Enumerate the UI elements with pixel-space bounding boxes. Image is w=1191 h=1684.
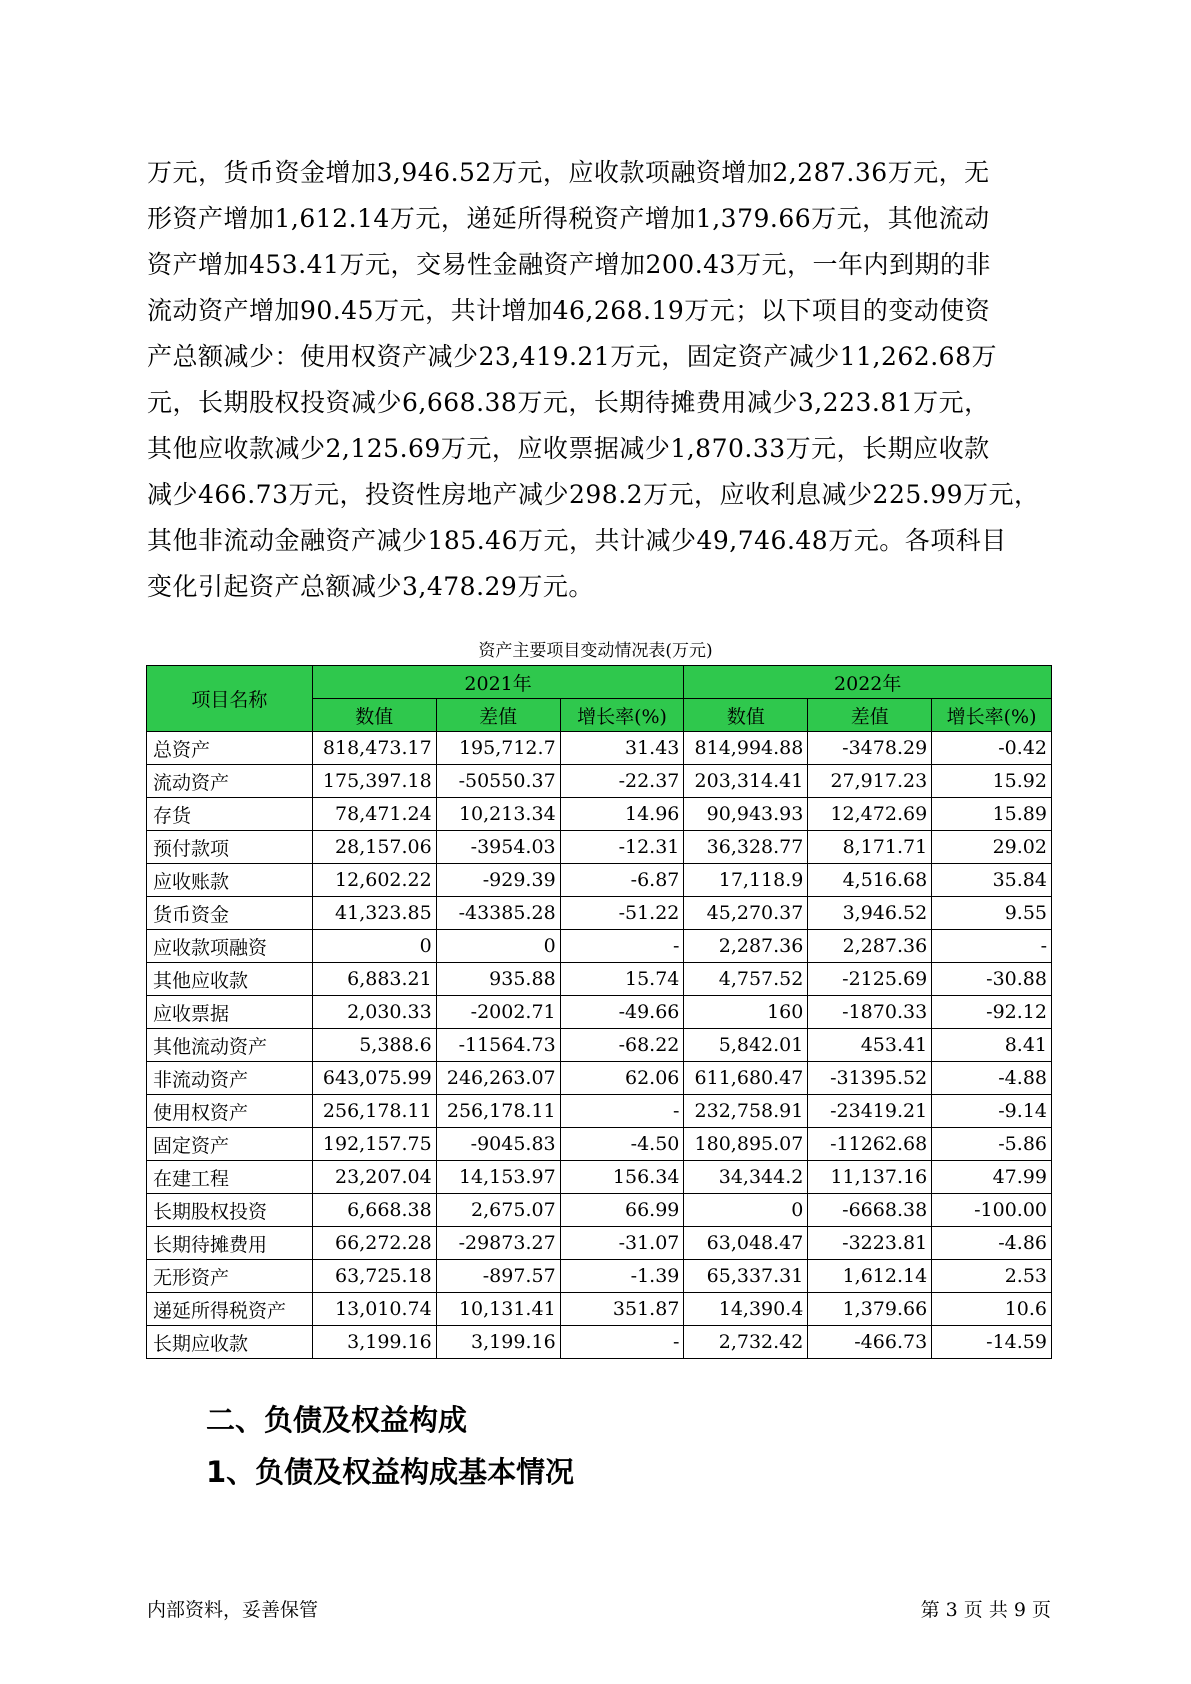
- row-cell-d1: 10,131.41: [436, 1293, 560, 1326]
- row-cell-r1: -22.37: [560, 765, 684, 798]
- row-cell-d2: 2,287.36: [808, 930, 932, 963]
- row-cell-v1: 818,473.17: [312, 732, 436, 765]
- row-cell-v1: 78,471.24: [312, 798, 436, 831]
- row-item-name: 应收票据: [147, 996, 313, 1029]
- row-cell-d2: 453.41: [808, 1029, 932, 1062]
- row-cell-r2: -: [932, 930, 1052, 963]
- row-item-name: 非流动资产: [147, 1062, 313, 1095]
- row-cell-r2: 10.6: [932, 1293, 1052, 1326]
- row-cell-d1: -897.57: [436, 1260, 560, 1293]
- row-item-name: 固定资产: [147, 1128, 313, 1161]
- row-cell-r1: 62.06: [560, 1062, 684, 1095]
- row-cell-d2: -2125.69: [808, 963, 932, 996]
- row-cell-v1: 2,030.33: [312, 996, 436, 1029]
- row-cell-v2: 63,048.47: [684, 1227, 808, 1260]
- table-row: [147, 864, 1052, 897]
- table-row: [147, 963, 1052, 996]
- row-cell-v1: 3,199.16: [312, 1326, 436, 1359]
- table-row: [147, 1128, 1052, 1161]
- row-cell-d2: -11262.68: [808, 1128, 932, 1161]
- row-cell-d1: 10,213.34: [436, 798, 560, 831]
- row-item-name: 在建工程: [147, 1161, 313, 1194]
- row-cell-r2: -5.86: [932, 1128, 1052, 1161]
- row-cell-v1: 12,602.22: [312, 864, 436, 897]
- header-item-name: 项目名称: [147, 666, 313, 732]
- row-cell-v2: 34,344.2: [684, 1161, 808, 1194]
- row-cell-r1: -51.22: [560, 897, 684, 930]
- row-cell-d2: 27,917.23: [808, 765, 932, 798]
- header-value: 数值: [684, 699, 808, 732]
- row-cell-d1: 935.88: [436, 963, 560, 996]
- table-row: [147, 1293, 1052, 1326]
- header-diff: 差值: [436, 699, 560, 732]
- header-rate: 增长率(%): [560, 699, 684, 732]
- row-cell-v2: 45,270.37: [684, 897, 808, 930]
- page-number: 第 3 页 共 9 页: [920, 1599, 1051, 1621]
- row-cell-d1: 195,712.7: [436, 732, 560, 765]
- row-cell-d2: -3478.29: [808, 732, 932, 765]
- table-row: [147, 1062, 1052, 1095]
- paragraph-line: 流动资产增加90.45万元，共计增加46,268.19万元；以下项目的变动使资: [147, 296, 991, 325]
- paragraph-line: 万元，货币资金增加3,946.52万元，应收款项融资增加2,287.36万元，无: [147, 158, 990, 187]
- row-item-name: 使用权资产: [147, 1095, 313, 1128]
- table-row: [147, 1326, 1052, 1359]
- row-item-name: 货币资金: [147, 897, 313, 930]
- row-cell-d2: -3223.81: [808, 1227, 932, 1260]
- table-row: [147, 897, 1052, 930]
- row-cell-r1: -6.87: [560, 864, 684, 897]
- row-cell-v2: 611,680.47: [684, 1062, 808, 1095]
- row-cell-d1: -43385.28: [436, 897, 560, 930]
- row-cell-v1: 41,323.85: [312, 897, 436, 930]
- row-cell-d1: -9045.83: [436, 1128, 560, 1161]
- row-cell-d1: -3954.03: [436, 831, 560, 864]
- row-cell-d2: -466.73: [808, 1326, 932, 1359]
- row-cell-d1: -29873.27: [436, 1227, 560, 1260]
- row-cell-v2: 65,337.31: [684, 1260, 808, 1293]
- table-row: [147, 1095, 1052, 1128]
- row-cell-d1: 256,178.11: [436, 1095, 560, 1128]
- table-row: [147, 798, 1052, 831]
- body-paragraph: [147, 150, 1047, 610]
- row-cell-v1: 256,178.11: [312, 1095, 436, 1128]
- table-body: [147, 732, 1052, 1359]
- row-cell-r2: -4.88: [932, 1062, 1052, 1095]
- row-cell-r1: 156.34: [560, 1161, 684, 1194]
- header-rate: 增长率(%): [932, 699, 1052, 732]
- row-cell-d2: -6668.38: [808, 1194, 932, 1227]
- row-cell-r2: -14.59: [932, 1326, 1052, 1359]
- row-cell-r1: 14.96: [560, 798, 684, 831]
- row-cell-d2: -1870.33: [808, 996, 932, 1029]
- row-cell-r1: -12.31: [560, 831, 684, 864]
- asset-change-table: [146, 665, 1052, 1359]
- row-cell-v1: 175,397.18: [312, 765, 436, 798]
- row-cell-r2: -100.00: [932, 1194, 1052, 1227]
- row-cell-r2: -4.86: [932, 1227, 1052, 1260]
- header-value: 数值: [312, 699, 436, 732]
- table-row: [147, 1194, 1052, 1227]
- row-cell-r2: 15.89: [932, 798, 1052, 831]
- row-cell-r2: -9.14: [932, 1095, 1052, 1128]
- row-item-name: 无形资产: [147, 1260, 313, 1293]
- row-cell-r2: 35.84: [932, 864, 1052, 897]
- row-cell-d2: 12,472.69: [808, 798, 932, 831]
- row-cell-v1: 13,010.74: [312, 1293, 436, 1326]
- row-cell-v2: 5,842.01: [684, 1029, 808, 1062]
- row-cell-d1: 14,153.97: [436, 1161, 560, 1194]
- row-cell-r2: 29.02: [932, 831, 1052, 864]
- paragraph-line: 元，长期股权投资减少6,668.38万元，长期待摊费用减少3,223.81万元，: [147, 388, 990, 417]
- row-cell-d2: 11,137.16: [808, 1161, 932, 1194]
- row-cell-v2: 160: [684, 996, 808, 1029]
- row-cell-v2: 90,943.93: [684, 798, 808, 831]
- table-row: [147, 1260, 1052, 1293]
- row-cell-d2: -23419.21: [808, 1095, 932, 1128]
- row-item-name: 应收款项融资: [147, 930, 313, 963]
- row-cell-r1: -1.39: [560, 1260, 684, 1293]
- row-cell-v1: 63,725.18: [312, 1260, 436, 1293]
- row-cell-d2: -31395.52: [808, 1062, 932, 1095]
- row-cell-r1: -: [560, 930, 684, 963]
- paragraph-line: 变化引起资产总额减少3,478.29万元。: [147, 572, 594, 601]
- header-year-2021: 2021年: [312, 666, 684, 699]
- row-cell-d1: 2,675.07: [436, 1194, 560, 1227]
- row-cell-r1: -4.50: [560, 1128, 684, 1161]
- section-heading: 二、负债及权益构成: [206, 1403, 468, 1437]
- row-cell-v2: 4,757.52: [684, 963, 808, 996]
- paragraph-line: 产总额减少：使用权资产减少23,419.21万元，固定资产减少11,262.68万: [147, 342, 997, 371]
- row-cell-v2: 2,732.42: [684, 1326, 808, 1359]
- row-cell-v1: 192,157.75: [312, 1128, 436, 1161]
- row-cell-r2: 2.53: [932, 1260, 1052, 1293]
- row-cell-v1: 28,157.06: [312, 831, 436, 864]
- subsection-heading: 1、负债及权益构成基本情况: [206, 1455, 575, 1489]
- table-caption: 资产主要项目变动情况表(万元): [478, 641, 713, 661]
- table-row: [147, 1029, 1052, 1062]
- paragraph-line: 形资产增加1,612.14万元，递延所得税资产增加1,379.66万元，其他流动: [147, 204, 990, 233]
- row-cell-v2: 203,314.41: [684, 765, 808, 798]
- row-cell-d1: -50550.37: [436, 765, 560, 798]
- row-cell-v2: 232,758.91: [684, 1095, 808, 1128]
- row-item-name: 流动资产: [147, 765, 313, 798]
- row-cell-d1: -11564.73: [436, 1029, 560, 1062]
- row-item-name: 长期股权投资: [147, 1194, 313, 1227]
- row-cell-v2: 17,118.9: [684, 864, 808, 897]
- row-item-name: 其他流动资产: [147, 1029, 313, 1062]
- paragraph-line: 资产增加453.41万元，交易性金融资产增加200.43万元，一年内到期的非: [147, 250, 991, 279]
- footer-note: 内部资料，妥善保管: [147, 1599, 319, 1621]
- row-cell-v2: 814,994.88: [684, 732, 808, 765]
- row-item-name: 应收账款: [147, 864, 313, 897]
- row-cell-v2: 2,287.36: [684, 930, 808, 963]
- row-item-name: 预付款项: [147, 831, 313, 864]
- row-cell-r2: 9.55: [932, 897, 1052, 930]
- table-row: [147, 996, 1052, 1029]
- table-row: [147, 765, 1052, 798]
- row-cell-r1: 66.99: [560, 1194, 684, 1227]
- paragraph-line: 其他非流动金融资产减少185.46万元，共计减少49,746.48万元。各项科目: [147, 526, 1007, 555]
- row-cell-d1: 246,263.07: [436, 1062, 560, 1095]
- row-cell-r2: -30.88: [932, 963, 1052, 996]
- paragraph-line: 减少466.73万元，投资性房地产减少298.2万元，应收利息减少225.99万元，: [147, 480, 1040, 509]
- row-cell-d2: 8,171.71: [808, 831, 932, 864]
- row-cell-r2: -0.42: [932, 732, 1052, 765]
- row-item-name: 递延所得税资产: [147, 1293, 313, 1326]
- row-item-name: 总资产: [147, 732, 313, 765]
- row-cell-v1: 6,668.38: [312, 1194, 436, 1227]
- row-item-name: 其他应收款: [147, 963, 313, 996]
- row-cell-v1: 5,388.6: [312, 1029, 436, 1062]
- row-cell-r1: 31.43: [560, 732, 684, 765]
- row-cell-r2: -92.12: [932, 996, 1052, 1029]
- table-row: [147, 732, 1052, 765]
- row-item-name: 长期应收款: [147, 1326, 313, 1359]
- header-year-2022: 2022年: [684, 666, 1052, 699]
- row-cell-r1: -: [560, 1095, 684, 1128]
- row-cell-v1: 23,207.04: [312, 1161, 436, 1194]
- row-item-name: 存货: [147, 798, 313, 831]
- row-cell-v1: 0: [312, 930, 436, 963]
- row-cell-r1: -49.66: [560, 996, 684, 1029]
- table-row: [147, 831, 1052, 864]
- table-row: [147, 930, 1052, 963]
- row-cell-v2: 36,328.77: [684, 831, 808, 864]
- row-cell-v1: 643,075.99: [312, 1062, 436, 1095]
- row-cell-d2: 4,516.68: [808, 864, 932, 897]
- table-row: [147, 1161, 1052, 1194]
- row-cell-d2: 3,946.52: [808, 897, 932, 930]
- header-diff: 差值: [808, 699, 932, 732]
- row-cell-v2: 180,895.07: [684, 1128, 808, 1161]
- row-cell-d1: -929.39: [436, 864, 560, 897]
- row-cell-r2: 8.41: [932, 1029, 1052, 1062]
- row-cell-v2: 0: [684, 1194, 808, 1227]
- row-item-name: 长期待摊费用: [147, 1227, 313, 1260]
- row-cell-v2: 14,390.4: [684, 1293, 808, 1326]
- row-cell-d2: 1,612.14: [808, 1260, 932, 1293]
- row-cell-d1: 3,199.16: [436, 1326, 560, 1359]
- row-cell-r1: 15.74: [560, 963, 684, 996]
- row-cell-d1: -2002.71: [436, 996, 560, 1029]
- row-cell-r1: -68.22: [560, 1029, 684, 1062]
- row-cell-r1: -: [560, 1326, 684, 1359]
- row-cell-r2: 47.99: [932, 1161, 1052, 1194]
- row-cell-r1: -31.07: [560, 1227, 684, 1260]
- row-cell-r1: 351.87: [560, 1293, 684, 1326]
- table-row: [147, 1227, 1052, 1260]
- row-cell-v1: 66,272.28: [312, 1227, 436, 1260]
- paragraph-line: 其他应收款减少2,125.69万元，应收票据减少1,870.33万元，长期应收款: [147, 434, 990, 463]
- row-cell-v1: 6,883.21: [312, 963, 436, 996]
- row-cell-d1: 0: [436, 930, 560, 963]
- row-cell-r2: 15.92: [932, 765, 1052, 798]
- row-cell-d2: 1,379.66: [808, 1293, 932, 1326]
